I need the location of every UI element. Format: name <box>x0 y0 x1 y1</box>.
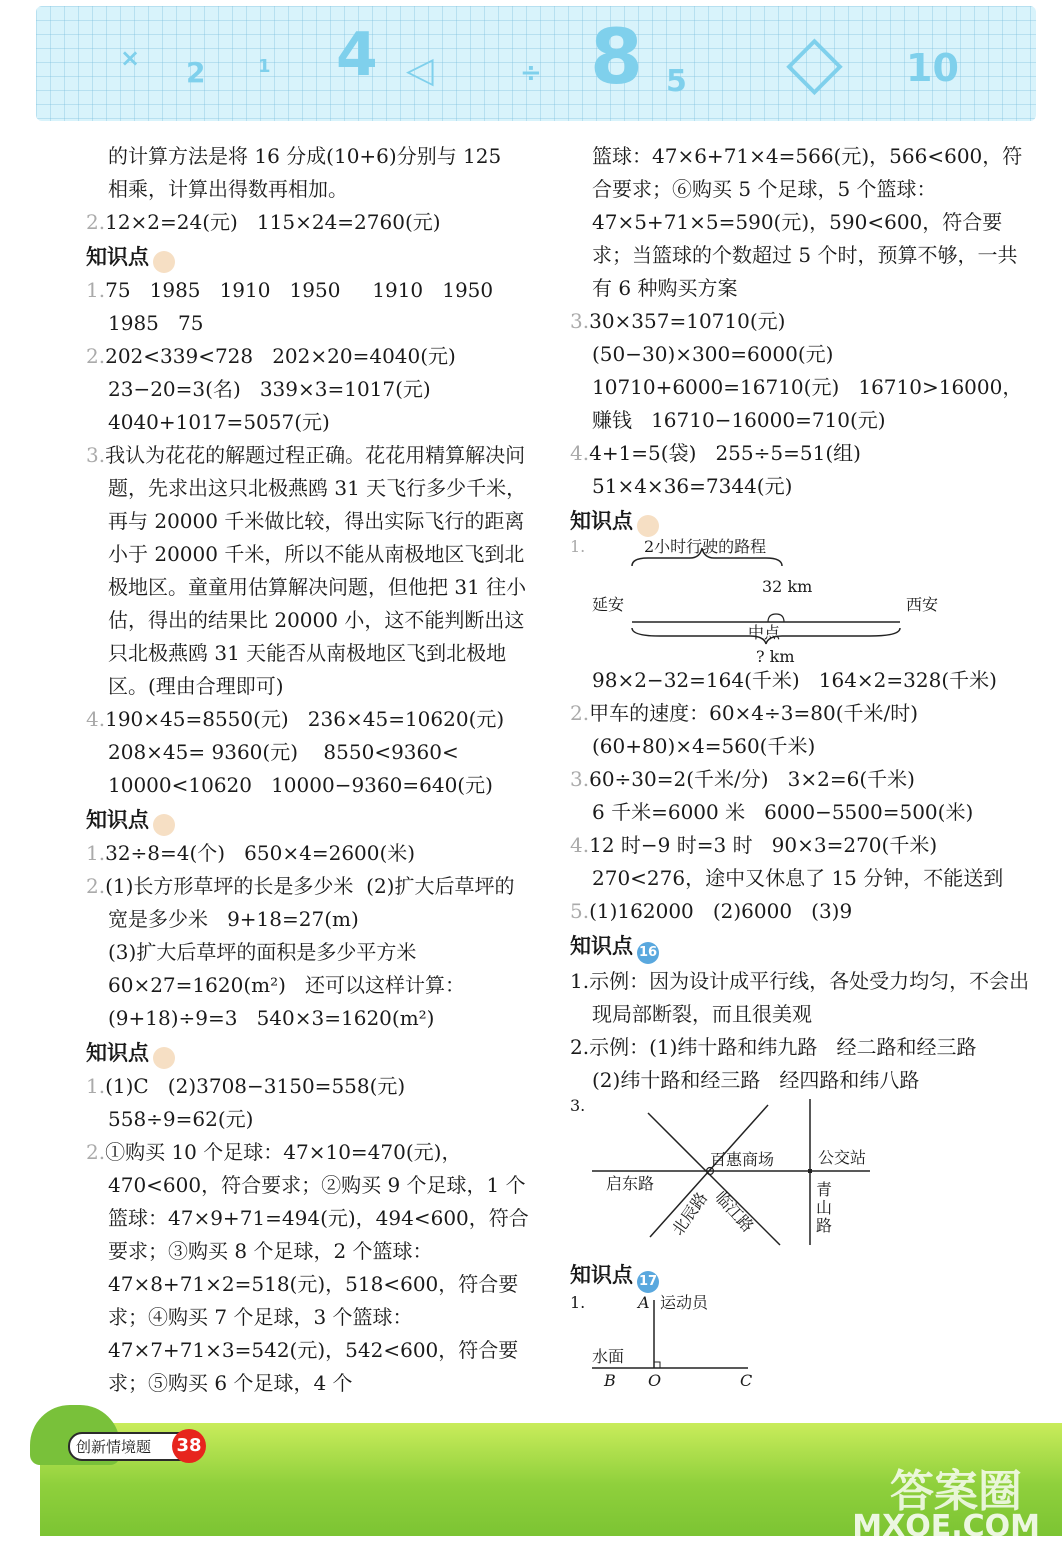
map-label-road: 北辰路 <box>668 1188 712 1239</box>
answer-2: 2.202<339<728 202×20=4040(元) <box>86 344 456 368</box>
water-diagram <box>570 1294 1030 1394</box>
digit-glyph: 2 <box>186 56 206 89</box>
diagram-label-mid: 中点 <box>748 623 781 642</box>
section-badge <box>153 814 175 836</box>
answer-line: 98×2−32=164(千米) 164×2=328(千米) <box>592 668 997 692</box>
digit-glyph: 10 <box>906 46 959 90</box>
answer-line: (3)扩大后草坪的面积是多少平方米 60×27=1620(m²) 还可以这样计算：(9+18)÷9=3 540×3=1620(m²) <box>108 940 465 1030</box>
watermark-logo: 答案圈 <box>890 1466 1022 1517</box>
item-number: 3. <box>570 1096 586 1115</box>
answer-line: 270<276，途中又休息了 15 分钟，不能送到 <box>592 866 1004 890</box>
continued-text: 篮球：47×6+71×4=566(元)，566<600，符合要求；⑥购买 5 个足球，5 个篮球：47×5+71×5=590(元)，590<600，符合要求；当篮球的个数超过 5 个时，预算不够，一共有 6 种购买方案 <box>592 144 1023 300</box>
item-number: 1. <box>570 1293 586 1312</box>
answer-line: 558÷9=62(元) <box>108 1107 254 1131</box>
section-heading-13: 知识点 <box>86 804 531 836</box>
answer-line: (60+80)×4=560(千米) <box>592 734 816 758</box>
answer-1: 1.(1)C (2)3708−3150=558(元) <box>86 1074 406 1098</box>
section-badge <box>153 1047 175 1069</box>
digit-glyph: 5 <box>666 64 687 99</box>
continued-text: 相乘，计算出得数再相加。 <box>108 177 348 201</box>
section-heading-16: 知识点 16 <box>570 930 1030 964</box>
diagram-label-right: 西安 <box>906 595 939 614</box>
answer-2: 2.(1)长方形草坪的长是多少米 (2)扩大后草坪的宽是多少米 9+18=27(m) <box>86 874 515 931</box>
answer-5: 5.(1)162000 (2)6000 (3)9 <box>570 899 853 923</box>
answer-line: 4040+1017=5057(元) <box>108 410 330 434</box>
answer-3: 3.30×357=10710(元) (50−30)×300=6000(元) 10710+6000=16710(元) 16710>16000，赚钱 16710−16000=710(元) <box>570 309 1023 432</box>
answer-1: 1.示例：因为设计成平行线，各处受力均匀，不会出现局部断裂，而且很美观 <box>570 969 1030 1026</box>
digit-glyph: 8 <box>590 12 643 101</box>
distance-diagram-lines <box>570 538 950 664</box>
continued-text: 的计算方法是将 16 分成(10+6)分别与 125 <box>108 144 502 168</box>
page-footer <box>0 1405 1062 1544</box>
answer-line: 51×4×36=7344(元) <box>592 474 793 498</box>
map-label-road: 青山路 <box>816 1180 833 1235</box>
times-glyph: × <box>120 44 141 72</box>
item-number: 1. <box>570 537 586 556</box>
section-badge <box>153 251 175 273</box>
footer-book-label: 创新情境题 <box>68 1432 193 1461</box>
section-heading-14: 知识点 <box>86 1037 531 1069</box>
point-label: C <box>740 1371 753 1390</box>
diagram-label-question: ? km <box>756 647 795 666</box>
answer-2: 2.12×2=24(元) 115×24=2760(元) <box>86 210 441 234</box>
section-badge: 17 <box>637 1271 659 1293</box>
section-badge <box>637 515 659 537</box>
answer-4: 4.4+1=5(袋) 255÷5=51(组) <box>570 441 861 465</box>
watermark-url: MXQE.COM <box>852 1509 1040 1544</box>
map-label-bus-stop: 公交站 <box>818 1148 867 1167</box>
digit-glyph: 4 <box>336 20 378 90</box>
section-heading-17: 知识点 17 <box>570 1259 1030 1293</box>
map-label-store: 百惠商场 <box>710 1150 775 1169</box>
point-label: B <box>604 1371 616 1390</box>
digit-glyph: 1 <box>258 56 271 77</box>
answer-4: 4.190×45=8550(元) 236×45=10620(元) <box>86 707 505 731</box>
answer-2: 2.示例：(1)纬十路和纬九路 经二路和经三路 <box>570 1035 977 1059</box>
answer-1: 1.32÷8=4(个) 650×4=2600(米) <box>86 841 416 865</box>
diamond-glyph: ◇ <box>786 18 843 104</box>
answer-line: 208×45= 9360(元) 8550<9360< <box>108 740 459 764</box>
road-map-diagram <box>570 1097 1030 1257</box>
answer-3: 3.我认为花花的解题过程正确。花花用精算解决问题，先求出这只北极燕鸥 31 天飞行多少千米，再与 20000 千米做比较，得出实际飞行的距离小于 20000 千米，所以不能从南极地区飞到北极地区。童童用估算解决问题，但他把 31 往小估，得出的结果比 20000 小，这不能判断出这只北极燕鸥 31 天能否从南极地区飞到北极地区。(理由合理即可) <box>86 443 527 698</box>
section-heading-12: 知识点 <box>86 241 531 273</box>
diagram-label-top: 2小时行驶的路程 <box>644 537 767 556</box>
distance-diagram <box>570 538 1030 664</box>
point-label: O <box>648 1371 662 1390</box>
answer-4: 4.12 时−9 时=3 时 90×3=270(千米) <box>570 833 938 857</box>
diagram-label: 运动员 <box>660 1293 709 1312</box>
divide-glyph: ÷ <box>520 58 542 88</box>
section-heading-15: 知识点 <box>570 505 1030 537</box>
point-label: A <box>638 1293 650 1312</box>
answer-1: 1.75 1985 1910 1950 1910 1950 <box>86 278 494 302</box>
map-label-road: 启东路 <box>606 1174 655 1193</box>
diagram-label-left: 延安 <box>592 595 625 614</box>
right-column <box>570 140 1030 1394</box>
answer-line: (2)纬十路和经三路 经四路和纬八路 <box>592 1068 920 1092</box>
answer-line: 1985 75 <box>108 311 204 335</box>
answer-2: 2.甲车的速度：60×4÷3=80(千米/时) <box>570 701 919 725</box>
answer-line: 10000<10620 10000−9360=640(元) <box>108 773 493 797</box>
diagram-label-distance: 32 km <box>762 577 813 596</box>
triangle-glyph: ◁ <box>406 50 434 91</box>
left-column <box>86 140 531 1400</box>
answer-line: 6 千米=6000 米 6000−5500=500(米) <box>592 800 974 824</box>
section-badge: 16 <box>637 942 659 964</box>
answer-line: 23−20=3(名) 339×3=1017(元) <box>108 377 431 401</box>
header-banner <box>36 6 1036 121</box>
diagram-label: 水面 <box>592 1347 625 1366</box>
page-number: 38 <box>172 1429 206 1463</box>
answer-2: 2.①购买 10 个足球：47×10=470(元)，470<600，符合要求；②购买 9 个足球，1 个篮球：47×9+71=494(元)，494<600，符合要求；③购买 8 个足球，2 个篮球：47×8+71×2=518(元)，518<600，符合要求；④购买 7 个足球，3 个篮球：47×7+71×3=542(元)，542<600，符合要求；⑤购买 6 个足球，4 个 <box>86 1140 529 1395</box>
answer-3: 3.60÷30=2(千米/分) 3×2=6(千米) <box>570 767 915 791</box>
map-label-road: 临江路 <box>711 1187 758 1236</box>
